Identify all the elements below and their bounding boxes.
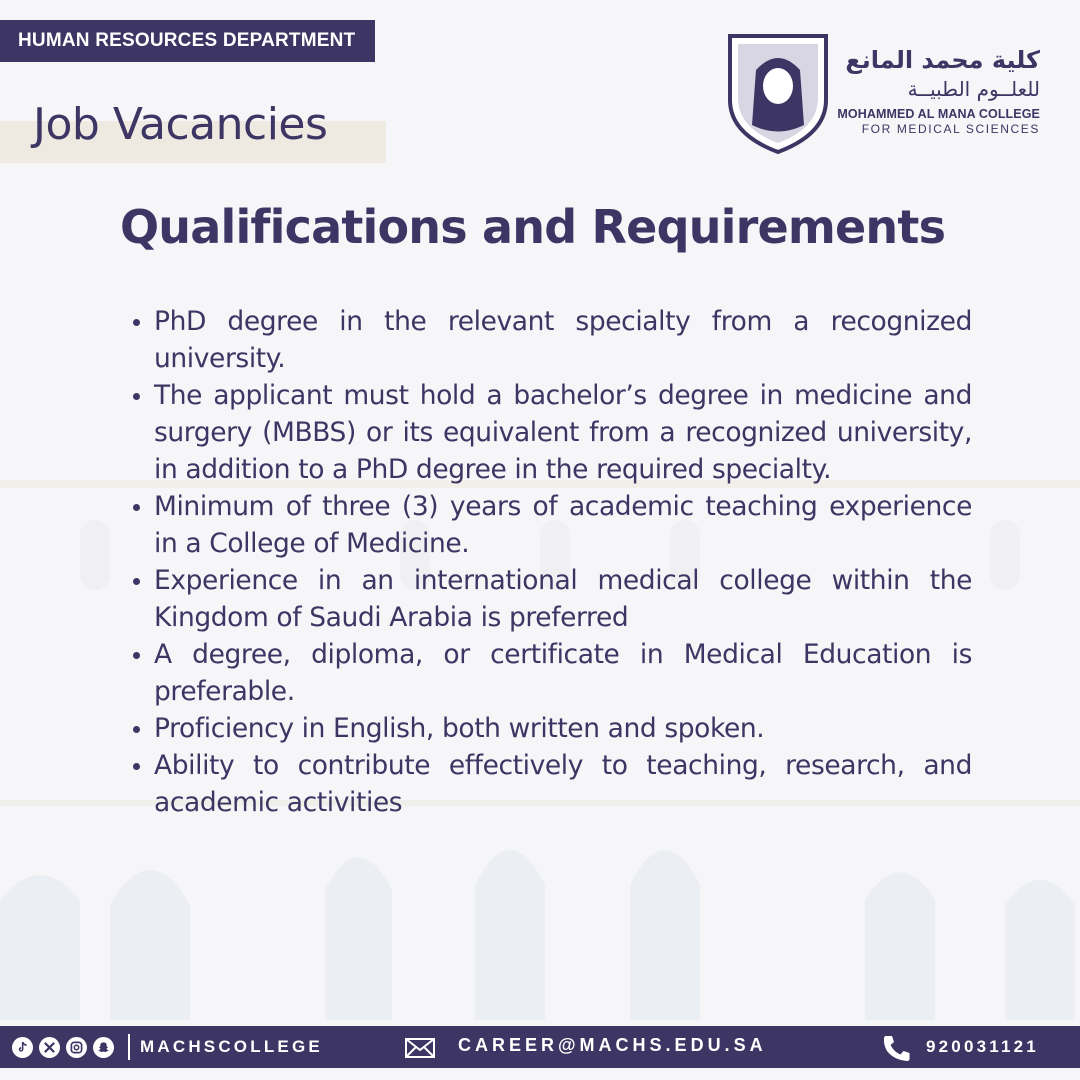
contact-footer <box>0 1026 1080 1068</box>
college-logo <box>722 28 1052 158</box>
college-name-arabic-line1: كلية محمد المانع <box>845 46 1040 74</box>
snapchat-icon[interactable] <box>93 1037 114 1058</box>
requirement-item: Minimum of three (3) years of academic teaching experience in a College of Medicine. <box>154 488 972 562</box>
footer-divider <box>128 1034 130 1060</box>
requirement-item: The applicant must hold a bachelor’s degree in medicine and surgery (MBBS) or its equivalent from a recognized university, in addition to a PhD degree in the required specialty. <box>154 377 972 488</box>
requirement-item: Ability to contribute effectively to teaching, research, and academic activities <box>154 747 972 821</box>
requirements-list <box>127 303 972 821</box>
mail-icon <box>405 1038 435 1058</box>
college-name-english-line1: MOHAMMED AL MANA COLLEGE <box>837 107 1040 121</box>
phone-number[interactable]: 920031121 <box>926 1037 1039 1056</box>
social-icons <box>12 1037 114 1058</box>
phone-icon <box>881 1034 911 1062</box>
x-icon[interactable] <box>39 1037 60 1058</box>
requirement-item: PhD degree in the relevant specialty from a recognized university. <box>154 303 972 377</box>
department-banner: HUMAN RESOURCES DEPARTMENT <box>0 20 375 62</box>
requirement-item: Proficiency in English, both written and spoken. <box>154 710 972 747</box>
social-handle[interactable]: MACHSCOLLEGE <box>140 1037 323 1056</box>
section-heading: Qualifications and Requirements <box>120 200 946 254</box>
page-title: Job Vacancies <box>33 99 328 150</box>
college-name-english-line2: FOR MEDICAL SCIENCES <box>861 122 1040 136</box>
college-name-arabic-line2: للعلــوم الطبيــة <box>907 77 1040 101</box>
portrait-crest-icon <box>726 30 830 154</box>
requirement-item: Experience in an international medical college within the Kingdom of Saudi Arabia is preferred <box>154 562 972 636</box>
requirement-item: A degree, diploma, or certificate in Medical Education is preferable. <box>154 636 972 710</box>
career-email-link[interactable]: CAREER@MACHS.EDU.SA <box>458 1035 767 1055</box>
tiktok-icon[interactable] <box>12 1037 33 1058</box>
instagram-icon[interactable] <box>66 1037 87 1058</box>
